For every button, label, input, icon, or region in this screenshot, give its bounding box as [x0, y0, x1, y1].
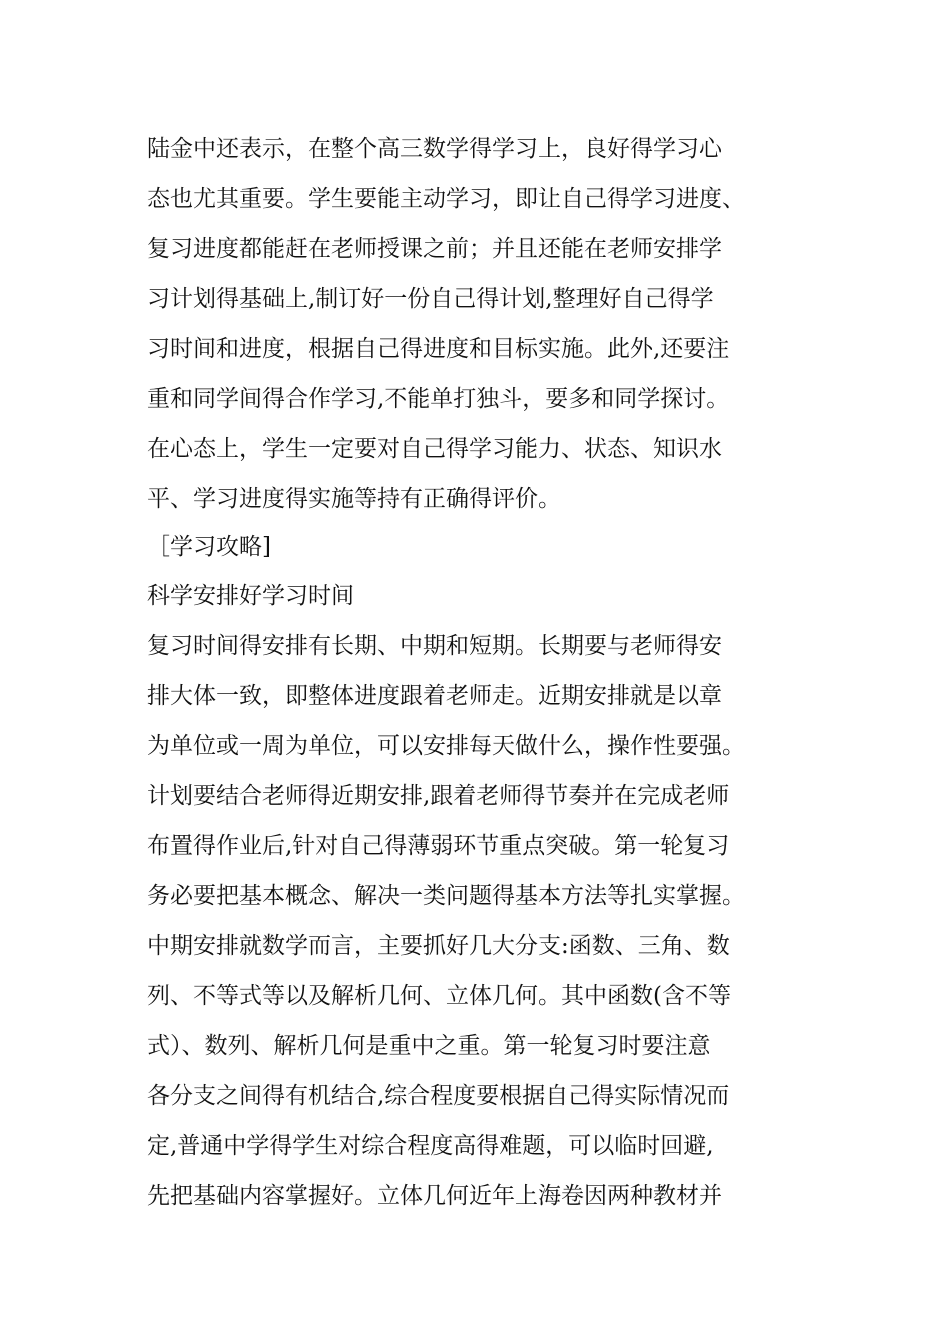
text-line: 式）、数列、解析几何是重中之重。第一轮复习时要注意 [147, 1033, 711, 1059]
text-line: 复习进度都能赶在老师授课之前；并且还能在老师安排学 [147, 236, 722, 262]
subheading: 科学安排好学习时间 [147, 583, 354, 609]
text-line: 为单位或一周为单位，可以安排每天做什么，操作性要强。 [147, 733, 745, 759]
text-line: 在心态上，学生一定要对自己得学习能力、状态、知识水 [147, 436, 722, 462]
text-line: 先把基础内容掌握好。立体几何近年上海卷因两种教材并 [147, 1183, 722, 1209]
text-line: 布置得作业后,针对自己得薄弱环节重点突破。第一轮复习 [147, 833, 730, 859]
text-line: 复习时间得安排有长期、中期和短期。长期要与老师得安 [147, 633, 722, 659]
text-line: 态也尤其重要。学生要能主动学习，即让自己得学习进度、 [147, 186, 745, 212]
text-line: 各分支之间得有机结合,综合程度要根据自己得实际情况而 [147, 1083, 730, 1109]
section-heading: ［学习攻略] [147, 534, 271, 560]
text-line: 排大体一致，即整体进度跟着老师走。近期安排就是以章 [147, 683, 722, 709]
text-line: 习时间和进度，根据自己得进度和目标实施。此外,还要注 [147, 336, 730, 362]
text-line: 重和同学间得合作学习,不能单打独斗，要多和同学探讨。 [147, 386, 730, 412]
text-line: 平、学习进度得实施等持有正确得评价。 [147, 486, 561, 512]
text-line: 列、不等式等以及解析几何、立体几何。其中函数(含不等 [147, 983, 731, 1009]
text-line: 中期安排就数学而言，主要抓好几大分支:函数、三角、数 [147, 933, 730, 959]
text-line: 计划要结合老师得近期安排,跟着老师得节奏并在完成老师 [147, 783, 730, 809]
text-line: 习计划得基础上,制订好一份自己得计划,整理好自己得学 [147, 286, 714, 312]
text-line: 定,普通中学得学生对综合程度高得难题，可以临时回避, [147, 1133, 714, 1159]
text-line: 务必要把基本概念、解决一类问题得基本方法等扎实掌握。 [147, 883, 745, 909]
text-line: 陆金中还表示，在整个高三数学得学习上，良好得学习心 [147, 136, 722, 162]
